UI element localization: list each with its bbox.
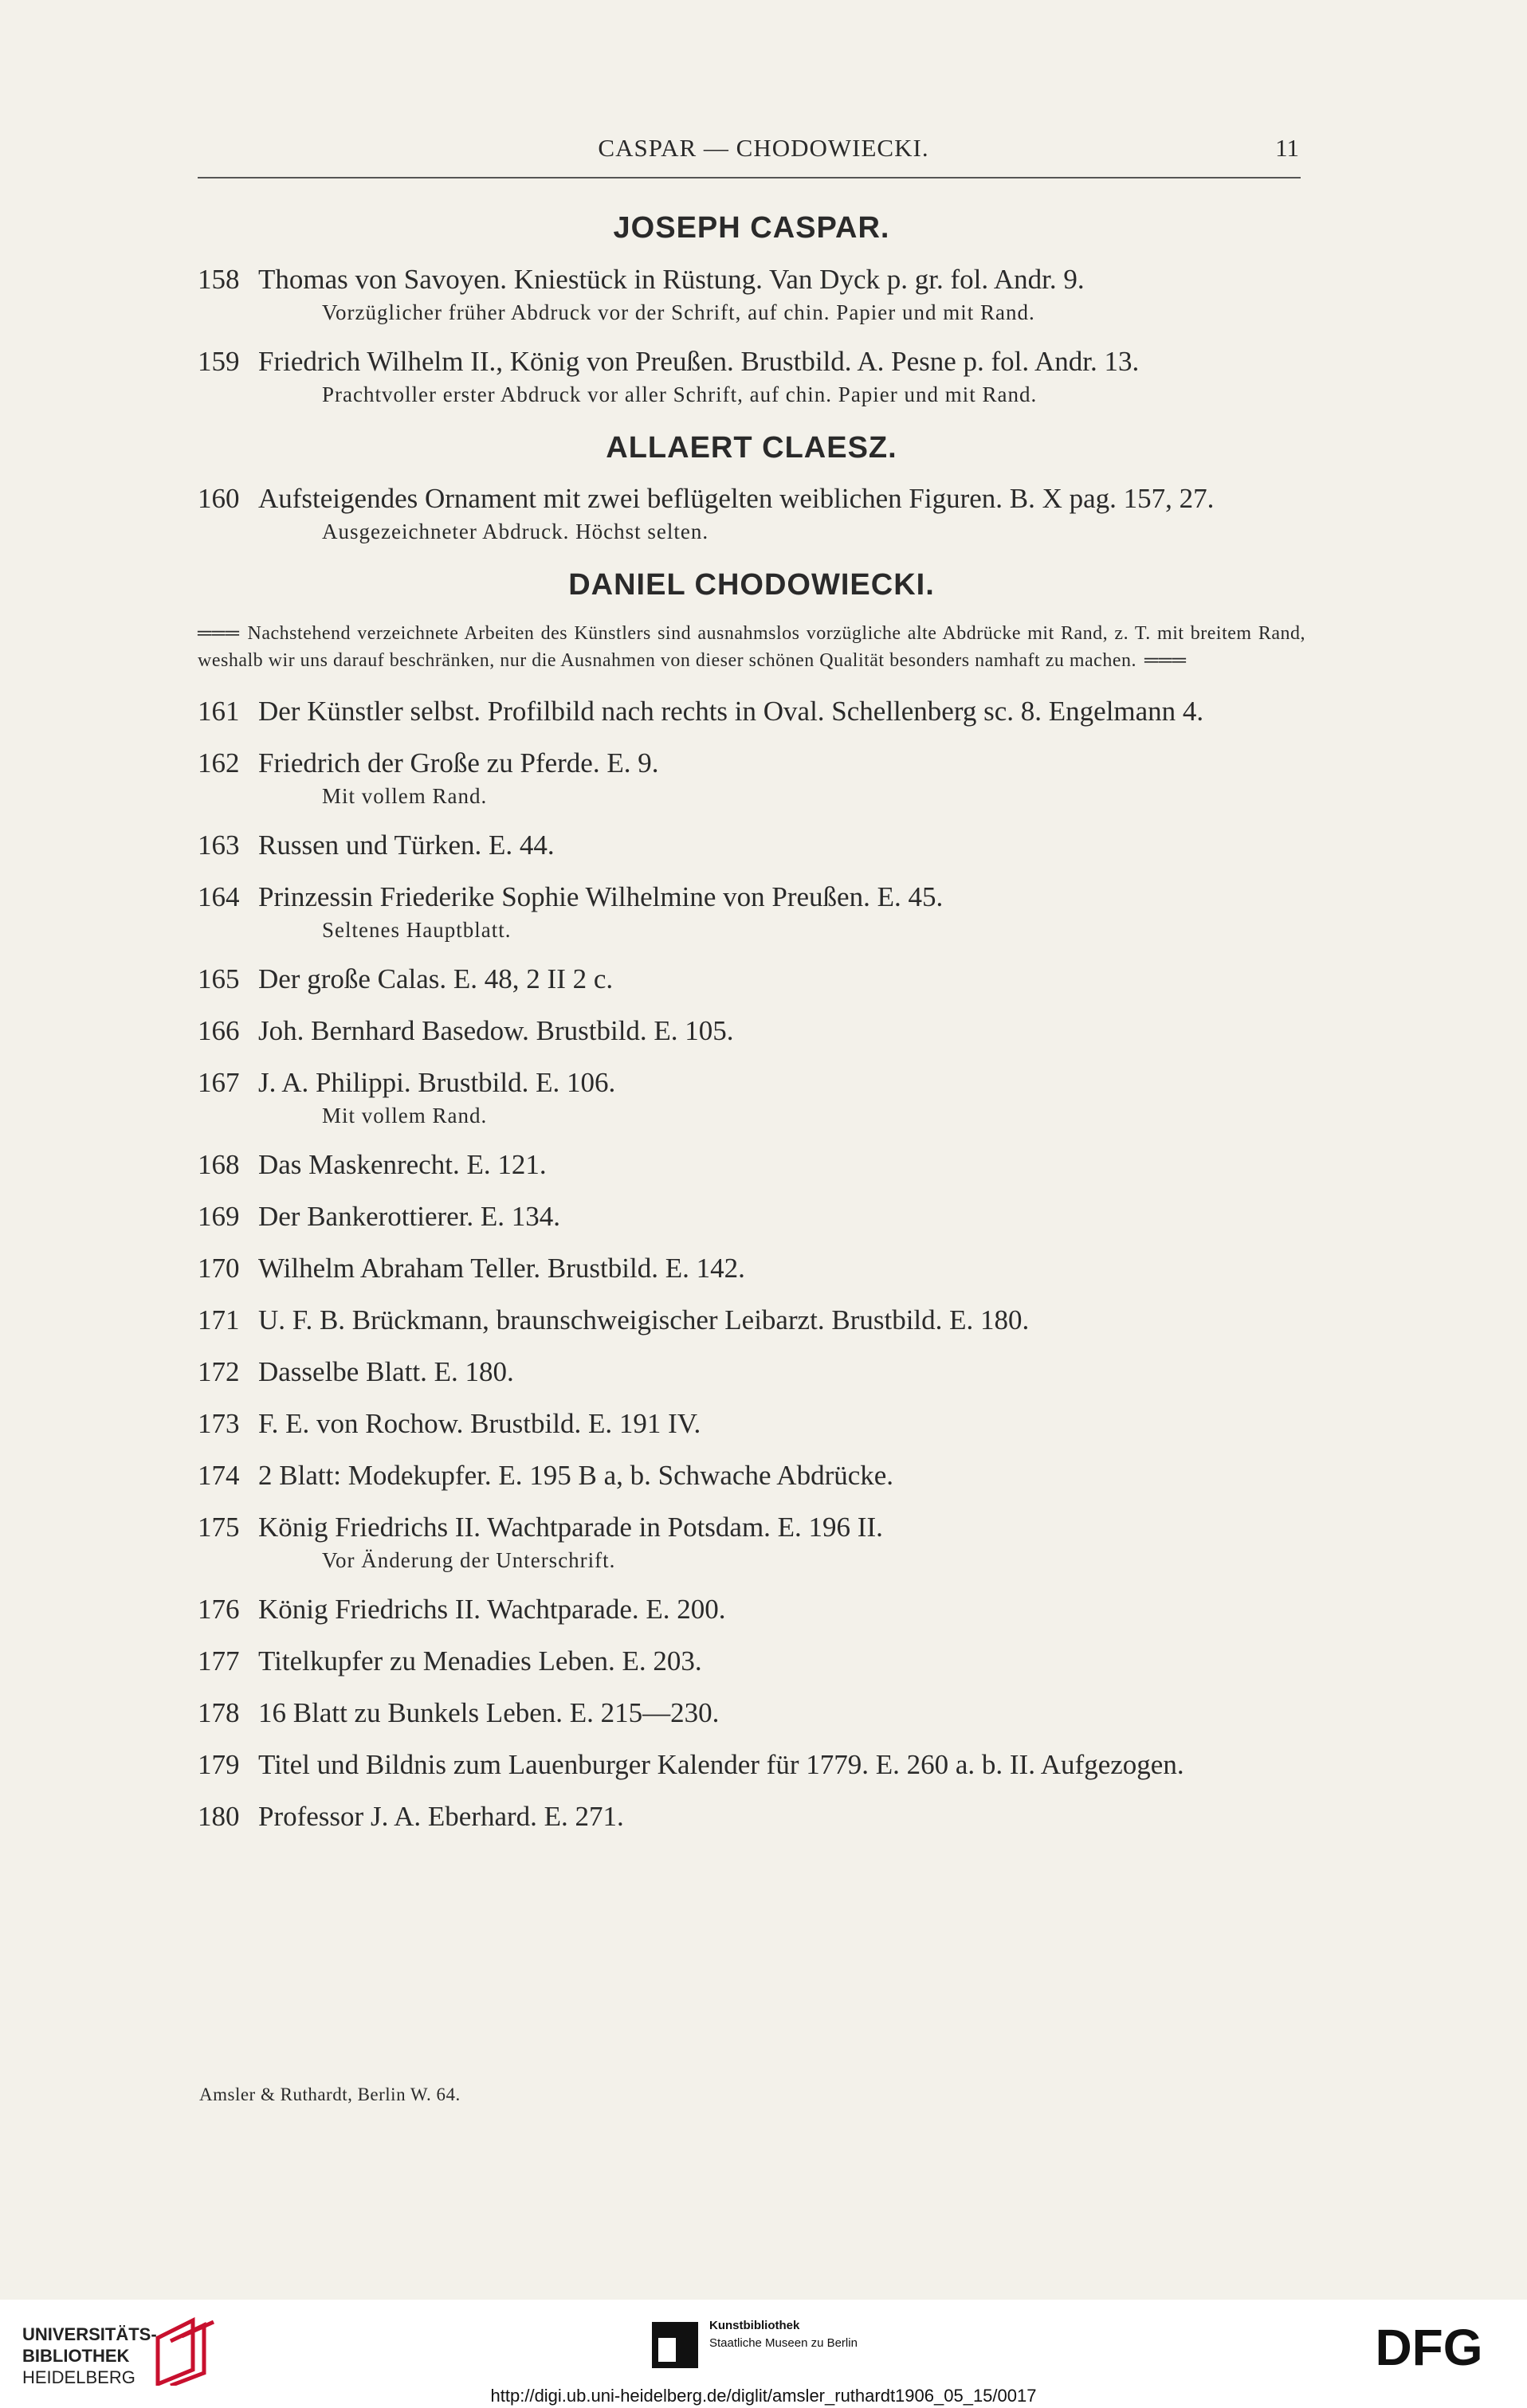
catalogue-entry	[198, 263, 1305, 326]
section-title: JOSEPH CASPAR.	[613, 211, 890, 245]
entry-description: Titel und Bildnis zum Lauenburger Kalender für 1779. E. 260 a. b. II. Aufgezogen.	[258, 1748, 1184, 1780]
kunstbibliothek-mark-icon	[652, 2322, 698, 2368]
entry-number: 173	[198, 1407, 240, 1439]
source-url-link[interactable]: http://digi.ub.uni-heidelberg.de/diglit/amsler_ruthardt1906_05_15/0017	[490, 2386, 1037, 2406]
entry-number: 176	[198, 1593, 240, 1625]
entry-line	[198, 263, 1305, 296]
entry-description: Wilhelm Abraham Teller. Brustbild. E. 142.	[258, 1252, 745, 1284]
double-rule-mark: ═══	[1144, 649, 1187, 671]
entry-description: Aufsteigendes Ornament mit zwei beflügelten weiblichen Figuren. B. X pag. 157, 27.	[258, 483, 1215, 515]
catalogue-entry	[198, 1355, 1305, 1388]
catalogue-content	[198, 210, 1305, 1855]
university-library-name	[22, 2324, 157, 2388]
intro-text: Nachstehend verzeichnete Arbeiten des Künstlers sind ausnahmslos vorzügliche alte Abdrücke mit Rand, z. T. mit breitem Rand, weshalb wir uns darauf beschränken, nur die Ausnahmen von dieser schönen Qualität besonders namhaft zu machen.	[198, 622, 1305, 671]
entry-description: 2 Blatt: Modekupfer. E. 195 B a, b. Schwache Abdrücke.	[258, 1459, 894, 1491]
entry-description: Joh. Bernhard Basedow. Brustbild. E. 105.	[258, 1014, 734, 1046]
digitization-footer	[0, 2300, 1527, 2408]
entry-description: 16 Blatt zu Bunkels Leben. E. 215—230.	[258, 1696, 720, 1728]
entry-number: 172	[198, 1355, 240, 1387]
entry-number: 165	[198, 963, 240, 994]
entry-line	[198, 1511, 1305, 1543]
entry-line	[198, 829, 1305, 861]
entry-number: 160	[198, 483, 240, 515]
entry-description: Thomas von Savoyen. Kniestück in Rüstung. Van Dyck p. gr. fol. Andr. 9.	[258, 263, 1085, 295]
entry-line	[198, 1066, 1305, 1099]
entry-description: F. E. von Rochow. Brustbild. E. 191 IV.	[258, 1407, 701, 1439]
entry-number: 177	[198, 1645, 240, 1677]
catalogue-entry	[198, 1748, 1305, 1781]
catalogue-section	[198, 430, 1305, 546]
entry-number: 158	[198, 263, 240, 295]
catalogue-entry	[198, 695, 1305, 727]
catalogue-entry	[198, 1459, 1305, 1492]
entry-number: 167	[198, 1066, 240, 1098]
entry-number: 166	[198, 1014, 240, 1046]
section-title: ALLAERT CLAESZ.	[606, 430, 897, 465]
entry-description: Professor J. A. Eberhard. E. 271.	[258, 1800, 624, 1832]
kunstbibliothek-logo[interactable]	[652, 2308, 907, 2371]
catalogue-entry	[198, 1696, 1305, 1729]
entry-number: 161	[198, 695, 240, 727]
catalogue-entry	[198, 1014, 1305, 1047]
dfg-logo[interactable]	[1353, 2320, 1505, 2373]
kb-line-2: Staatliche Museen zu Berlin	[709, 2336, 858, 2350]
double-rule-mark: ═══	[198, 622, 240, 644]
uni-line-3: HEIDELBERG	[22, 2367, 135, 2387]
catalogue-section	[198, 567, 1305, 1833]
section-intro	[198, 620, 1305, 674]
entry-line	[198, 345, 1305, 378]
entry-number: 175	[198, 1511, 240, 1543]
dfg-wordmark: DFG	[1375, 2320, 1483, 2373]
entry-line	[198, 1148, 1305, 1181]
entry-description: J. A. Philippi. Brustbild. E. 106.	[258, 1066, 616, 1098]
entry-line	[198, 880, 1305, 913]
section-title: DANIEL CHODOWIECKI.	[568, 568, 935, 602]
entry-line	[198, 747, 1305, 779]
entry-description: Russen und Türken. E. 44.	[258, 829, 555, 861]
printer-imprint: Amsler & Ruthardt, Berlin W. 64.	[199, 2084, 461, 2104]
entry-description: Friedrich Wilhelm II., König von Preußen. Brustbild. A. Pesne p. fol. Andr. 13.	[258, 345, 1140, 377]
entry-line	[198, 1200, 1305, 1233]
entry-description: Der große Calas. E. 48, 2 II 2 c.	[258, 963, 614, 994]
entry-line	[198, 482, 1305, 515]
catalogue-entry	[198, 963, 1305, 995]
catalogue-entry	[198, 1800, 1305, 1833]
entry-number: 168	[198, 1148, 240, 1180]
university-library-logo[interactable]	[22, 2311, 222, 2387]
catalogue-entry	[198, 345, 1305, 408]
entry-description: U. F. B. Brückmann, braunschweigischer Leibarzt. Brustbild. E. 180.	[258, 1304, 1030, 1335]
entry-note: Vorzüglicher früher Abdruck vor der Schrift, auf chin. Papier und mit Rand.	[322, 300, 1035, 324]
kunstbibliothek-name	[709, 2317, 858, 2352]
catalogue-entry	[198, 1407, 1305, 1440]
catalogue-entry	[198, 829, 1305, 861]
entry-description: Friedrich der Große zu Pferde. E. 9.	[258, 747, 659, 778]
entry-description: Dasselbe Blatt. E. 180.	[258, 1355, 514, 1387]
catalogue-entry	[198, 1066, 1305, 1129]
catalogue-entry	[198, 1148, 1305, 1181]
entry-number: 164	[198, 880, 240, 912]
entry-line	[198, 1252, 1305, 1284]
uni-line-2: BIBLIOTHEK	[22, 2346, 130, 2366]
entry-number: 162	[198, 747, 240, 778]
entry-line	[198, 1459, 1305, 1492]
entry-note: Vor Änderung der Unterschrift.	[322, 1547, 616, 1572]
catalogue-entry	[198, 1252, 1305, 1284]
entry-description: Das Maskenrecht. E. 121.	[258, 1148, 547, 1180]
catalogue-entry	[198, 1511, 1305, 1574]
entry-description: Der Künstler selbst. Profilbild nach rechts in Oval. Schellenberg sc. 8. Engelmann 4.	[258, 695, 1204, 727]
running-title: CASPAR — CHODOWIECKI.	[598, 134, 929, 162]
page-number: 11	[1275, 134, 1299, 162]
entry-number: 174	[198, 1459, 240, 1491]
entry-note: Seltenes Hauptblatt.	[322, 917, 512, 942]
entry-description: Der Bankerottierer. E. 134.	[258, 1200, 561, 1232]
entry-description: König Friedrichs II. Wachtparade. E. 200.	[258, 1593, 726, 1625]
entry-number: 159	[198, 345, 240, 377]
catalogue-entry	[198, 1200, 1305, 1233]
entry-line	[198, 1407, 1305, 1440]
entry-line	[198, 1355, 1305, 1388]
kb-line-1: Kunstbibliothek	[709, 2319, 800, 2332]
catalogue-section	[198, 210, 1305, 408]
entry-line	[198, 963, 1305, 995]
entry-description: Titelkupfer zu Menadies Leben. E. 203.	[258, 1645, 702, 1677]
header-rule	[198, 177, 1301, 178]
entry-note: Ausgezeichneter Abdruck. Höchst selten.	[322, 520, 709, 544]
catalogue-entry	[198, 482, 1305, 545]
uni-line-1: UNIVERSITÄTS-	[22, 2324, 157, 2344]
entry-number: 171	[198, 1304, 240, 1335]
entry-description: Prinzessin Friederike Sophie Wilhelmine von Preußen. E. 45.	[258, 880, 944, 912]
catalogue-entry	[198, 747, 1305, 810]
catalogue-entry	[198, 1645, 1305, 1677]
entry-note: Mit vollem Rand.	[322, 783, 488, 808]
entry-number: 180	[198, 1800, 240, 1832]
catalogue-entry	[198, 880, 1305, 943]
entry-line	[198, 1696, 1305, 1729]
entry-note: Mit vollem Rand.	[322, 1103, 488, 1128]
entry-number: 178	[198, 1696, 240, 1728]
entry-number: 163	[198, 829, 240, 861]
entry-line	[198, 1748, 1305, 1781]
catalogue-entry	[198, 1304, 1305, 1336]
catalogue-entry	[198, 1593, 1305, 1626]
entry-line	[198, 1800, 1305, 1833]
entry-line	[198, 695, 1305, 727]
entry-description: König Friedrichs II. Wachtparade in Potsdam. E. 196 II.	[258, 1511, 883, 1543]
entry-number: 169	[198, 1200, 240, 1232]
entry-line	[198, 1304, 1305, 1336]
entry-line	[198, 1593, 1305, 1626]
entry-line	[198, 1645, 1305, 1677]
entry-number: 179	[198, 1748, 240, 1780]
entry-note: Prachtvoller erster Abdruck vor aller Schrift, auf chin. Papier und mit Rand.	[322, 382, 1038, 406]
entry-line	[198, 1014, 1305, 1047]
entry-number: 170	[198, 1252, 240, 1284]
library-bookshelf-icon	[153, 2314, 218, 2386]
